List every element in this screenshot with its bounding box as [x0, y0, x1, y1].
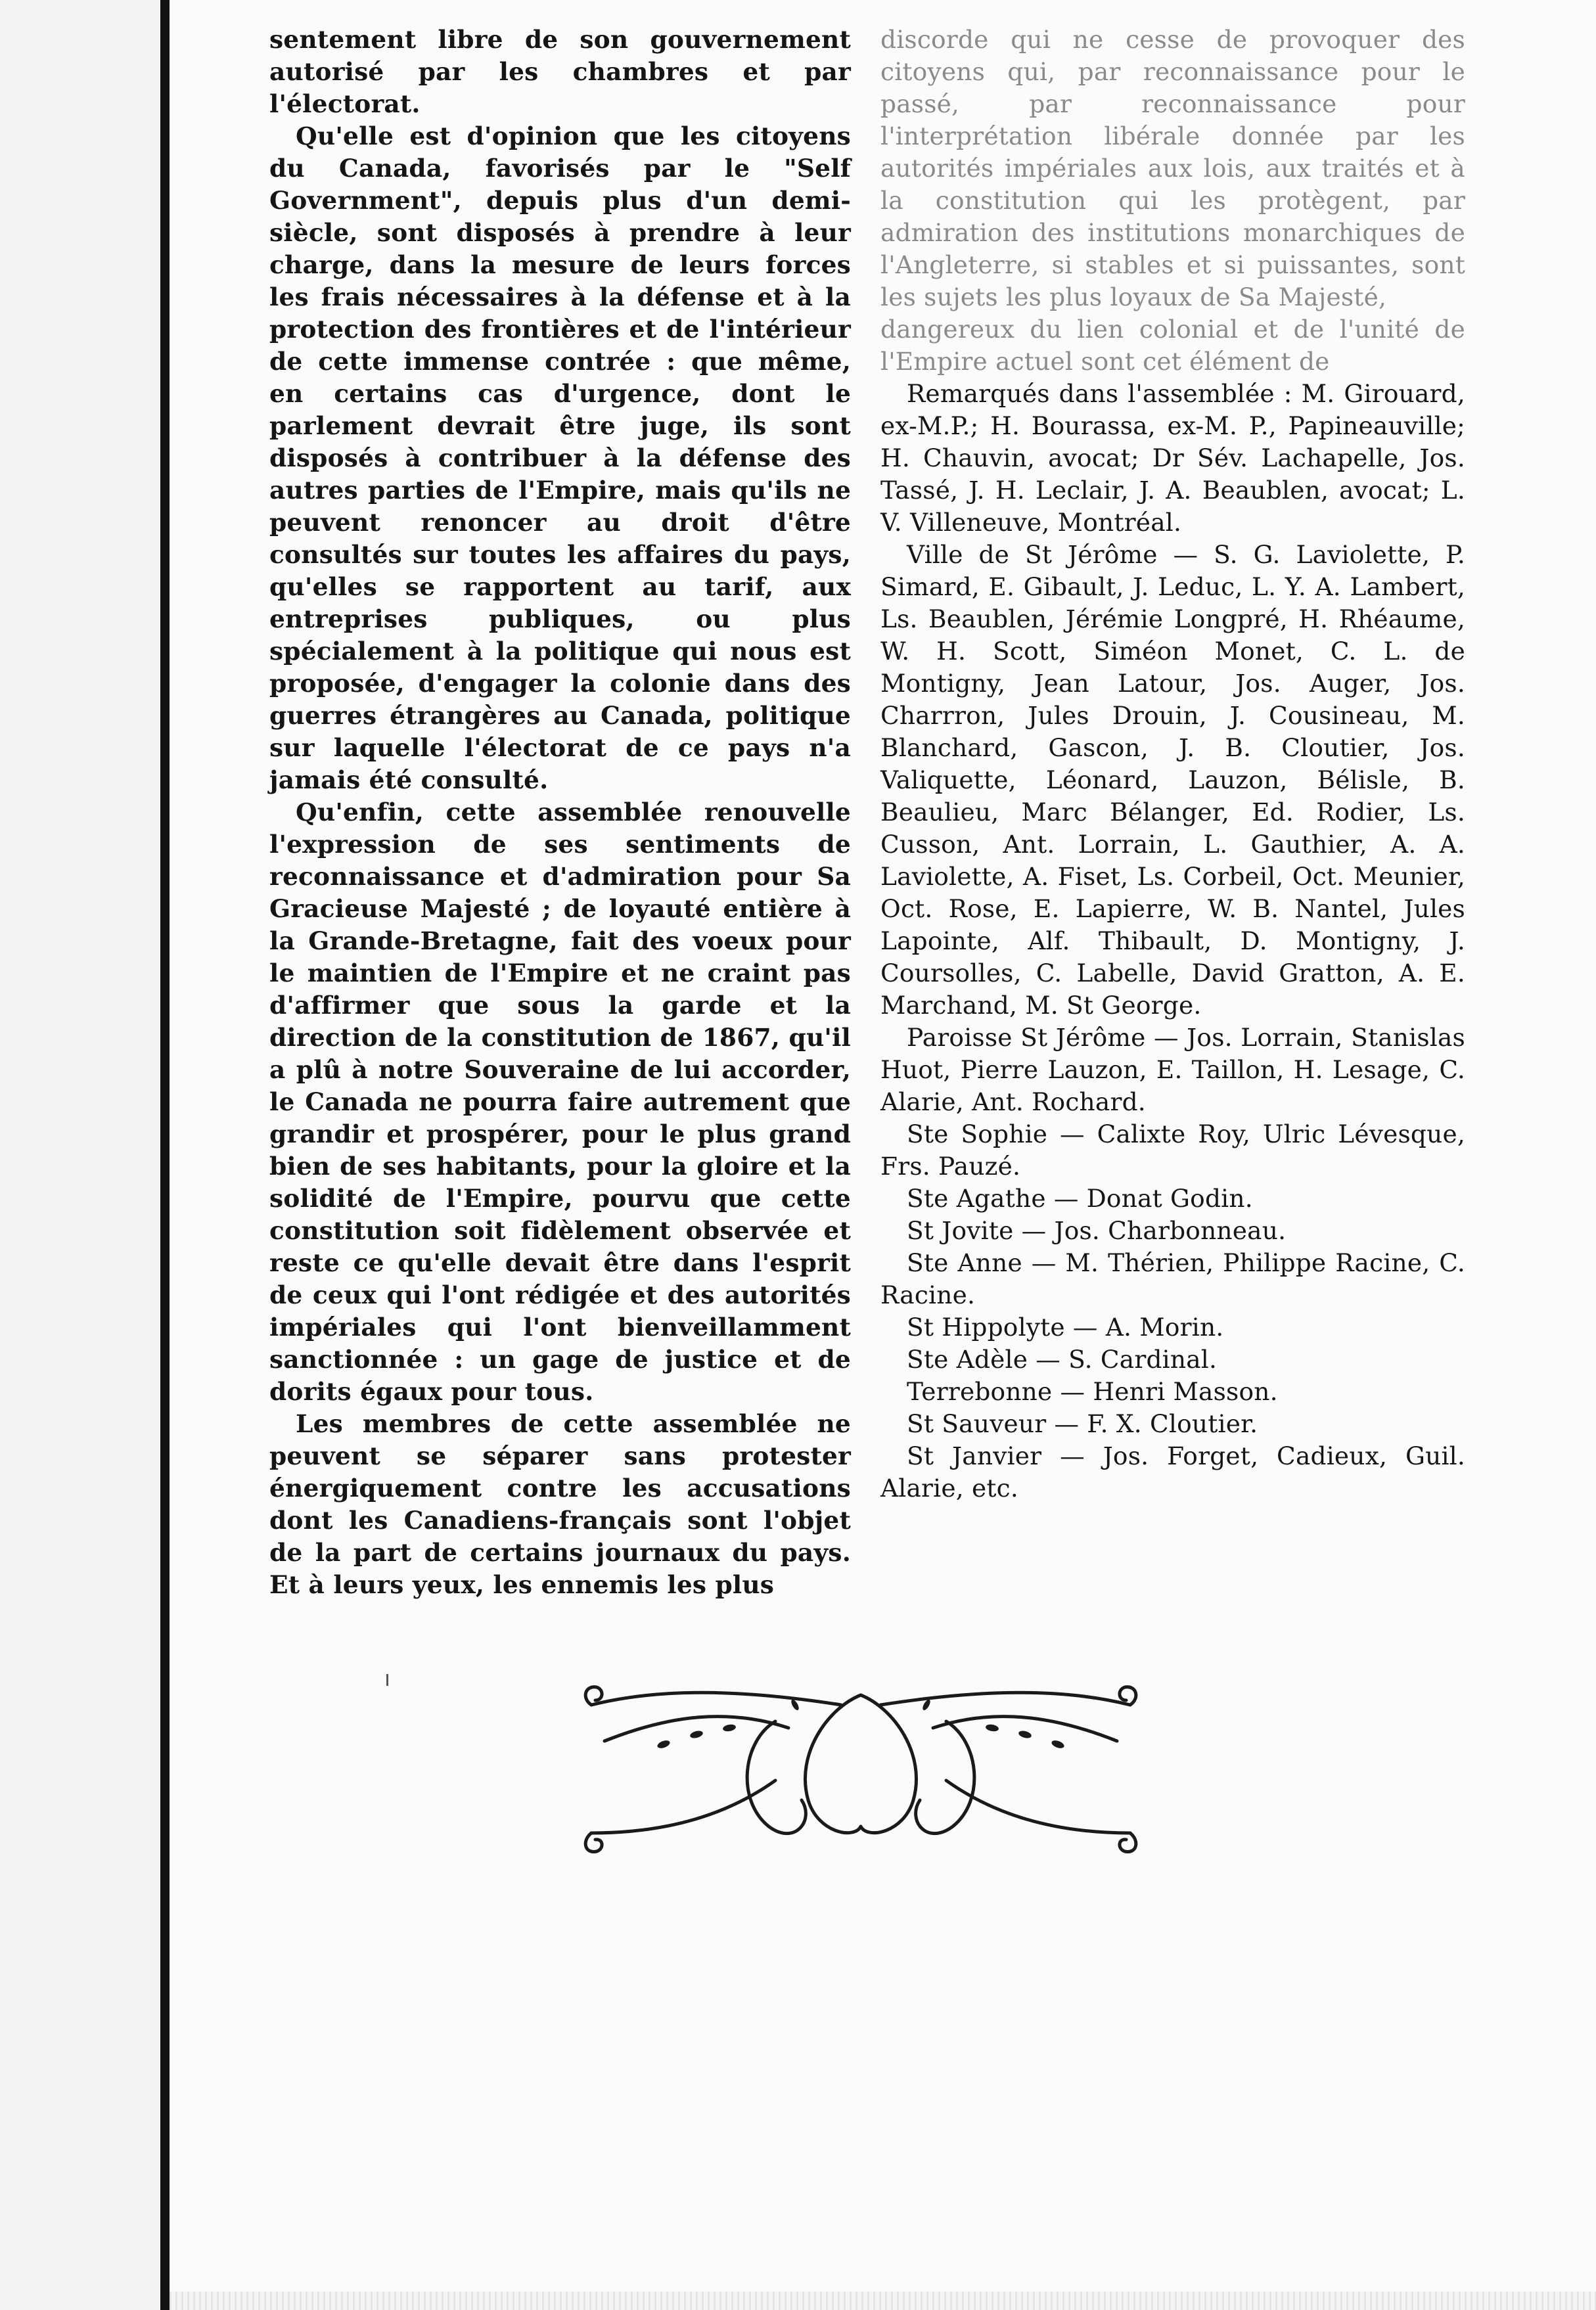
paragraph-1: sentement libre de son gouvernement autorisé par les chambres et par l'électorat. [269, 25, 851, 118]
attendees-ste-agathe: Ste Agathe — Donat Godin. [907, 1184, 1253, 1213]
attendees-paroisse-st-jerome: Paroisse St Jérôme — Jos. Lorrain, Stanislas Huot, Pierre Lauzon, E. Taillon, H. Lesage, C. Alarie, Ant. Rochard. [880, 1023, 1465, 1116]
faded-paragraph-2: dangereux du lien colonial et de l'unité de l'Empire actuel sont cet élément de [880, 315, 1465, 376]
attendees-st-sauveur: St Sauveur — F. X. Cloutier. [907, 1409, 1258, 1438]
right-text-column [880, 24, 1465, 1505]
scroll-flourish-ornament-icon [578, 1669, 1143, 1866]
attendees-st-hippolyte: St Hippolyte — A. Morin. [907, 1313, 1224, 1342]
left-margin-rule [160, 0, 170, 2310]
attendees-st-jovite: St Jovite — Jos. Charbonneau. [907, 1216, 1287, 1245]
paragraph-4: Les membres de cette assemblée ne peuvent se séparer sans protester énergiquement contre les accusations dont les Canadiens-français sont l'objet de la part de certains journaux du pays. Et à leurs yeux, les ennemis les plus [269, 1409, 851, 1599]
attendees-st-janvier: St Janvier — Jos. Forget, Cadieux, Guil. Alarie, etc. [880, 1441, 1465, 1503]
left-text-column [269, 24, 851, 1601]
stray-mark [386, 1674, 388, 1686]
paragraph-2: Qu'elle est d'opinion que les citoyens du Canada, favorisés par le "Self Government", depuis plus d'un demi-siècle, sont disposés à prendre à leur charge, dans la mesure de leurs forces les frais nécessaires à la défense et à la protection des frontières et de l'intérieur de cette immense contrée : que même, en certains cas d'urgence, dont le parlement devrait être juge, ils sont disposés à contribuer à la défense des autres parties de l'Empire, mais qu'ils ne peuvent renoncer au droit d'être consultés sur toutes les affaires du pays, qu'elles se rapportent au tarif, aux entreprises publiques, ou plus spécialement à la politique qui nous est proposée, d'engager la colonie dans des guerres étrangères au Canada, politique sur laquelle l'électorat de ce pays n'a jamais été consulté. [269, 122, 851, 794]
attendees-ste-anne: Ste Anne — M. Thérien, Philippe Racine, C. Racine. [880, 1248, 1465, 1309]
attendees-terrebonne: Terrebonne — Henri Masson. [907, 1377, 1278, 1406]
attendees-ste-sophie: Ste Sophie — Calixte Roy, Ulric Lévesque, Frs. Pauzé. [880, 1120, 1465, 1181]
attendees-notables: Remarqués dans l'assemblée : M. Girouard, ex-M.P.; H. Bourassa, ex-M. P., Papineauville; H. Chauvin, avocat; Dr Sév. Lachapelle, Jos. Tassé, J. H. Leclair, J. A. Beaublen, avocat; L. V. Villeneuve, Montréal. [880, 379, 1465, 537]
scan-bottom-edge [170, 2292, 1596, 2310]
attendees-ville-st-jerome: Ville de St Jérôme — S. G. Laviolette, P. Simard, E. Gibault, J. Leduc, L. Y. A. Lambert, Ls. Beaublen, Jérémie Longpré, H. Rhéaume, W. H. Scott, Siméon Monet, C. L. de Montigny, Jean Latour, Jos. Auger, Jos. Charrron, Jules Drouin, J. Cousineau, M. Blanchard, Gascon, J. B. Cloutier, Jos. Valiquette, Léonard, Lauzon, Bélisle, B. Beaulieu, Marc Bélanger, Ed. Rodier, Ls. Cusson, Ant. Lorrain, L. Gauthier, A. A. Laviolette, A. Fiset, Ls. Corbeil, Oct. Meunier, Oct. Rose, E. Lapierre, W. B. Nantel, Jules Lapointe, Alf. Thibault, D. Montigny, J. Coursolles, C. Labelle, David Gratton, A. E. Marchand, M. St George. [880, 540, 1465, 1020]
faded-paragraph-1: discorde qui ne cesse de provoquer des citoyens qui, par reconnaissance pour le passé, par reconnaissance pour l'interprétation libérale donnée par les autorités impériales aux lois, aux traités et à la constitution qui les protègent, par admiration des institutions monarchiques de l'Angleterre, si stables et si puissantes, sont les sujets les plus loyaux de Sa Majesté, [880, 25, 1465, 311]
paragraph-3: Qu'enfin, cette assemblée renouvelle l'expression de ses sentiments de reconnaissance et d'admiration pour Sa Gracieuse Majesté ; de loyauté entière à la Grande-Bretagne, fait des voeux pour le maintien de l'Empire et ne craint pas d'affirmer que sous la garde et la direction de la constitution de 1867, qu'il a plû à notre Souveraine de lui accorder, le Canada ne pourra faire autrement que grandir et prospérer, pour le plus grand bien de ses habitants, pour la gloire et la solidité de l'Empire, pourvu que cette constitution soit fidèlement observée et reste ce qu'elle devait être dans l'esprit de ceux qui l'ont rédigée et des autorités impériales qui l'ont bienveillamment sanctionnée : un gage de justice et de dorits égaux pour tous. [269, 798, 851, 1406]
attendees-ste-adele: Ste Adèle — S. Cardinal. [907, 1345, 1218, 1374]
